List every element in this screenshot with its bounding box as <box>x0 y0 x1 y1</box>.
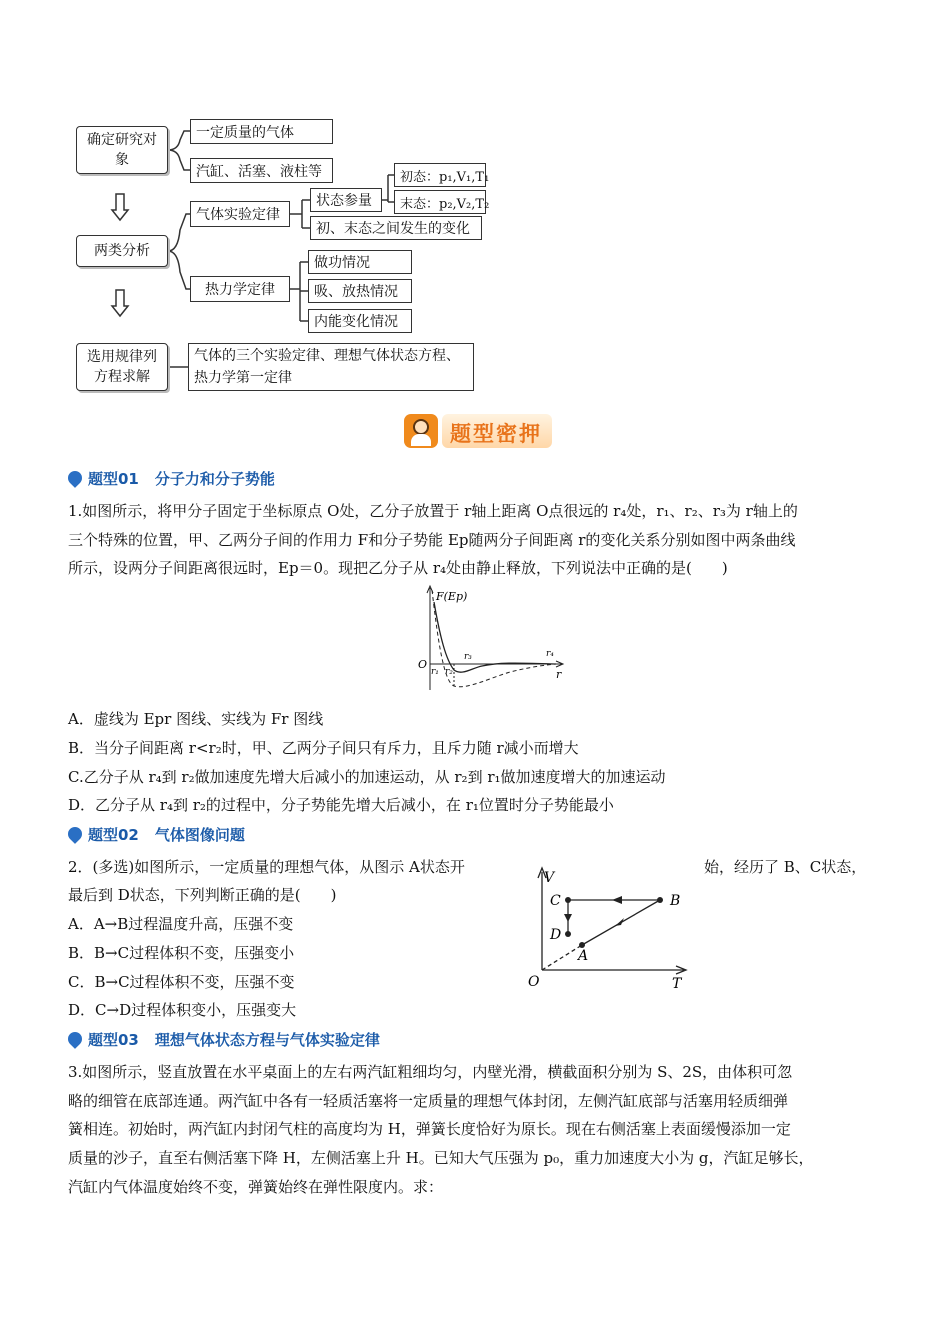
q2-graph-point-c: C <box>550 893 561 909</box>
flow-gas-law: 气体实验定律 <box>190 201 290 227</box>
banner-title: 题型密押 <box>450 422 542 446</box>
q1-graph-ylabel: F(Ep) <box>436 590 468 603</box>
q2-option-c: C．B→C过程体积不变，压强不变 <box>68 973 295 991</box>
q1-graph-xlabel: r <box>556 668 562 681</box>
q1-graph-r2: r₂ <box>445 667 453 677</box>
q1-force-energy-graph <box>410 582 570 694</box>
q2-line-2: 最后到 D状态，下列判断正确的是( ) <box>68 886 337 904</box>
q2-graph-point-d: D <box>550 927 562 943</box>
q2-graph-ylabel: V <box>544 870 555 886</box>
flow-thermo-law: 热力学定律 <box>190 276 290 302</box>
flow-init-state: 初态：p₁,V₁,T₁ <box>394 163 486 187</box>
q1-graph-origin: O <box>418 658 428 671</box>
q1-line-3: 所示，设两分子间距离很远时，Ep＝0。现把乙分子从 r₄处由静止释放，下列说法中正确的是( ) <box>68 559 728 577</box>
flow-step-solve: 选用规律列方程求解 <box>76 343 168 391</box>
q2-vt-graph <box>520 862 700 992</box>
flow-internal-energy: 内能变化情况 <box>308 309 412 333</box>
banner <box>404 410 552 452</box>
section-marker-icon <box>65 1029 85 1049</box>
q2-option-a: A．A→B过程温度升高，压强不变 <box>68 915 294 933</box>
section-marker-icon <box>65 824 85 844</box>
section-heading-02: 题型02 气体图像问题 <box>68 824 245 845</box>
q3-line-2: 略的细管在底部连通。两汽缸中各有一轻质活塞将一定质量的理想气体封闭，左侧汽缸底部与活塞用轻质细弹 <box>68 1092 789 1110</box>
q1-graph-r3: r₃ <box>464 652 472 662</box>
flow-laws: 气体的三个实验定律、理想气体状态方程、热力学第一定律 <box>188 343 474 391</box>
q1-option-a: A．虚线为 Epr 图线、实线为 Fr 图线 <box>68 710 324 728</box>
teacher-avatar-icon <box>404 414 438 448</box>
flow-obj-gas: 一定质量的气体 <box>190 119 333 144</box>
flow-step-research-object: 确定研究对象 <box>76 126 168 174</box>
q1-graph-r4: r₄ <box>546 649 554 659</box>
flow-obj-cylinder: 汽缸、活塞、液柱等 <box>190 158 333 183</box>
q2-graph-origin: O <box>528 974 540 990</box>
q2-option-b: B．B→C过程体积不变，压强变小 <box>68 944 295 962</box>
flow-heat: 吸、放热情况 <box>308 279 412 303</box>
q2-option-d: D．C→D过程体积变小，压强变大 <box>68 1001 297 1019</box>
section-heading-03: 题型03 理想气体状态方程与气体实验定律 <box>68 1029 380 1050</box>
q2-line-1b: 始，经历了 B、C状态， <box>704 858 867 876</box>
q3-line-1: 3.如图所示，竖直放置在水平桌面上的左右两汽缸粗细均匀，内壁光滑，横截面积分别为 S、2S，由体积可忽 <box>68 1063 793 1081</box>
q1-graph-r1: r₁ <box>431 667 439 677</box>
flow-change: 初、末态之间发生的变化 <box>310 216 482 240</box>
q1-option-b: B．当分子间距离 r<r₂时，甲、乙两分子间只有斥力，且斥力随 r减小而增大 <box>68 739 579 757</box>
flow-work: 做功情况 <box>308 250 412 274</box>
section-heading-01: 题型01 分子力和分子势能 <box>68 468 275 489</box>
q2-graph-point-b: B <box>670 893 681 909</box>
section-marker-icon <box>65 468 85 488</box>
q1-line-1: 1.如图所示，将甲分子固定于坐标原点 O处，乙分子放置于 r轴上距离 O点很远的 r₄处，r₁、r₂、r₃为 r轴上的 <box>68 502 798 520</box>
q1-option-d: D．乙分子从 r₄到 r₂的过程中，分子势能先增大后减小，在 r₁位置时分子势能最小 <box>68 796 614 814</box>
q1-line-2: 三个特殊的位置，甲、乙两分子间的作用力 F和分子势能 Ep随两分子间距离 r的变化关系分别如图中两条曲线 <box>68 531 796 549</box>
q1-option-c: C.乙分子从 r₄到 r₂做加速度先增大后减小的加速运动，从 r₂到 r₁做加速度增大的加速运动 <box>68 768 666 786</box>
q2-graph-point-a: A <box>578 948 589 964</box>
flow-step-two-analysis: 两类分析 <box>76 235 168 267</box>
flow-state-param: 状态参量 <box>310 188 382 212</box>
q3-line-5: 汽缸内气体温度始终不变，弹簧始终在弹性限度内。求： <box>68 1178 444 1196</box>
q2-graph-xlabel: T <box>672 976 682 992</box>
q3-line-4: 质量的沙子，直至右侧活塞下降 H，左侧活塞上升 H。已知大气压强为 p₀，重力加速度大小为 g，汽缸足够长， <box>68 1149 814 1167</box>
q3-line-3: 簧相连。初始时，两汽缸内封闭气柱的高度均为 H，弹簧长度恰好为原长。现在右侧活塞上表面缓慢添加一定 <box>68 1120 791 1138</box>
flow-final-state: 末态：p₂,V₂,T₂ <box>394 190 486 214</box>
q2-line-1a: 2．(多选)如图所示，一定质量的理想气体，从图示 A状态开 <box>68 858 465 876</box>
